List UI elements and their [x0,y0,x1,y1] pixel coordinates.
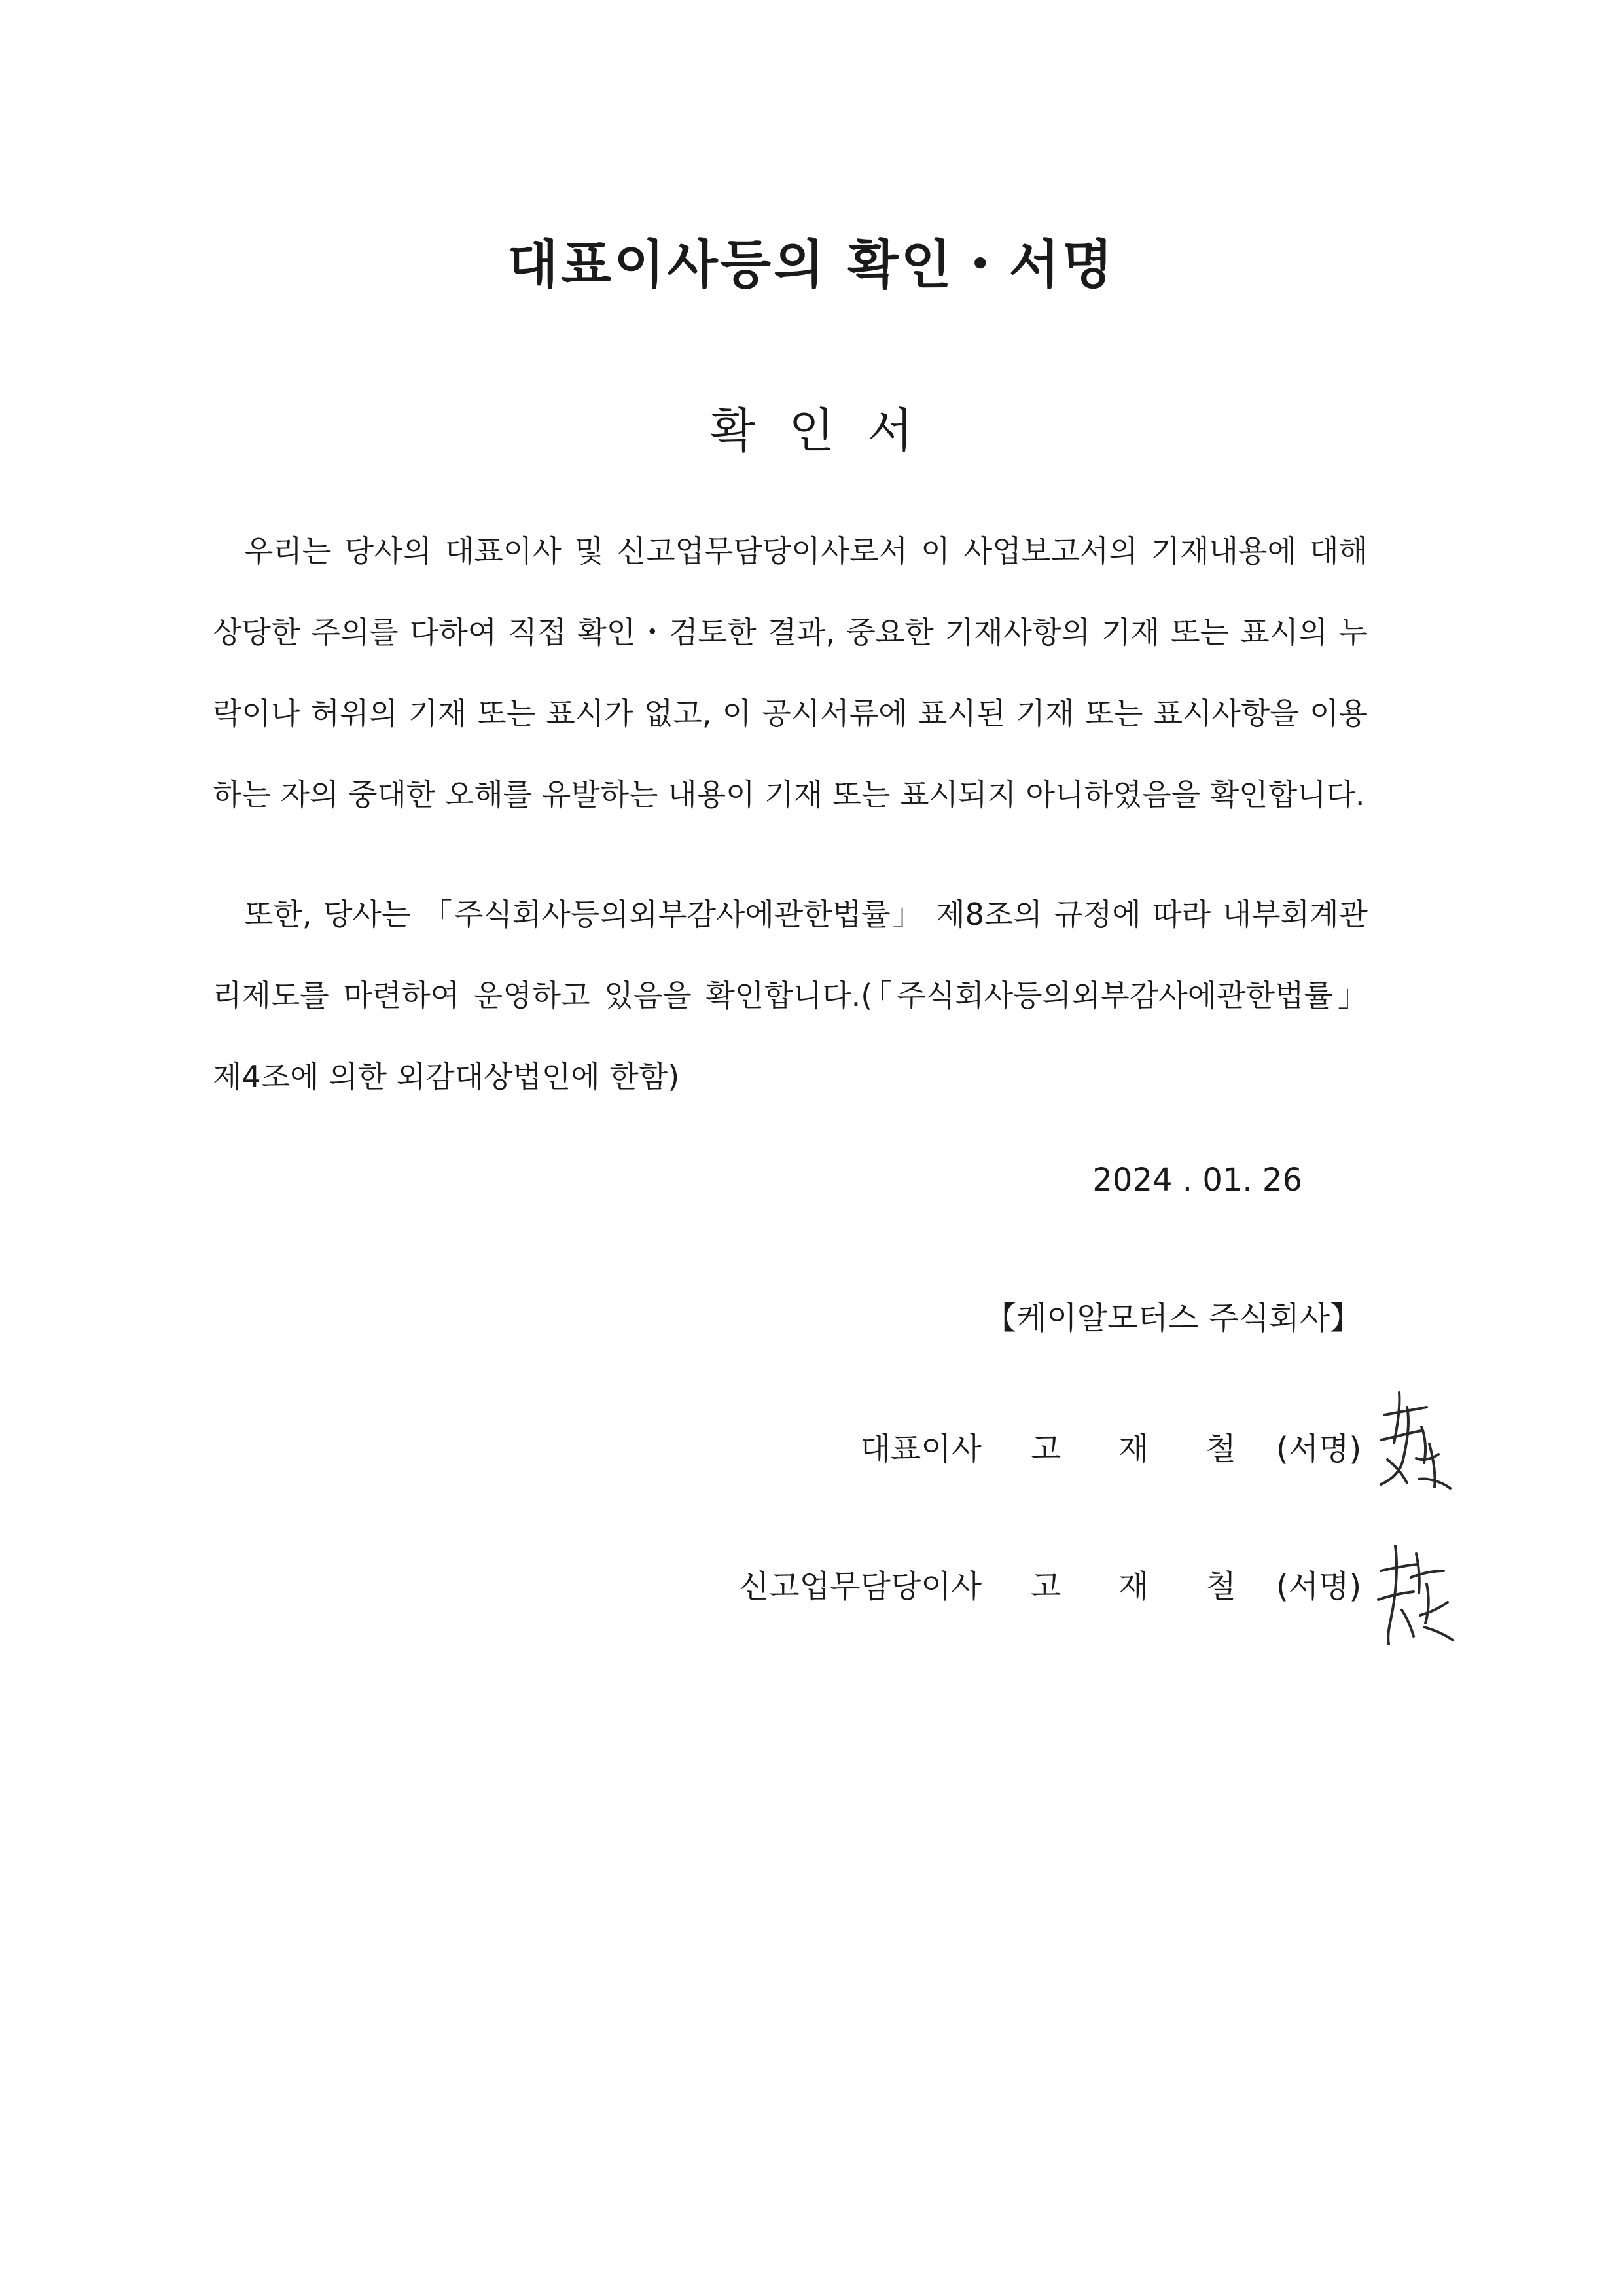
paragraph-1-text: 우리는 당사의 대표이사 및 신고업무담당이사로서 이 사업보고서의 기재내용에 대해 상당한 주의를 다하여 직접 확인・검토한 결과, 중요한 기재사항의 기재 또는 표시의 누락이나 허위의 기재 또는 표시가 없고, 이 공시서류에 표시된 기재 또는 표시사항을 이용하는 자의 중대한 오해를 유발하는 내용이 기재 또는 표시되지 아니하였음을 확인합니다. [213,533,1368,812]
paragraph-2-text: 또한, 당사는 「주식회사등의외부감사에관한법률」 제8조의 규정에 따라 내부회계관리제도를 마련하여 운영하고 있음을 확인합니다.(「주식회사등의외부감사에관한법률」 제4조에 의한 외감대상법인에 한함) [213,897,1368,1094]
handwritten-signature-ceo [1361,1381,1459,1499]
signature-label: (서명) [1276,1568,1362,1605]
internal-control-paragraph [213,874,1368,1117]
signatory-role: 신고업무담당이사 [739,1568,982,1605]
company-name: 【케이알모터스 주식회사】 [985,1300,1361,1336]
document-date: 2024 . 01. 26 [1092,1162,1302,1198]
handwritten-signature-disclosure-officer [1361,1532,1459,1649]
signatory-name: 고 재 철 [1031,1568,1260,1605]
document-subtitle: 확 인 서 [709,403,914,458]
document-title: 대표이사등의 확인・서명 [507,234,1116,295]
signatory-name: 고 재 철 [1031,1431,1260,1467]
confirmation-paragraph [213,511,1368,835]
signatory-role: 대표이사 [860,1431,982,1467]
signature-label: (서명) [1276,1431,1362,1467]
